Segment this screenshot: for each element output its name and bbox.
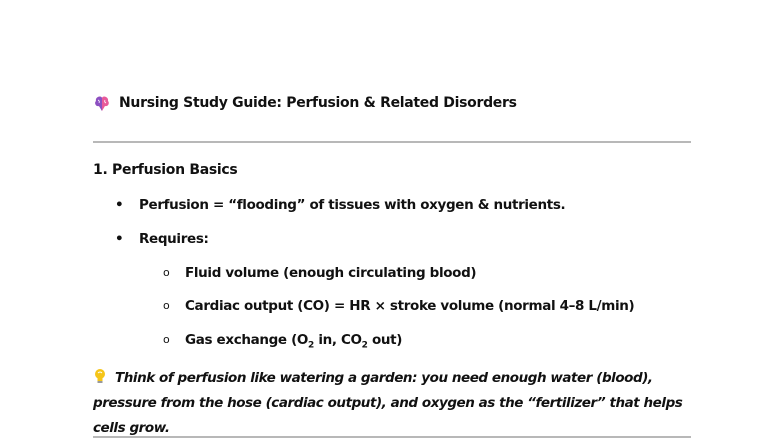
sub-bullet-item (163, 332, 403, 351)
sub-bullet-item (163, 298, 635, 314)
section-heading: 1. Perfusion Basics (93, 162, 238, 178)
sub-bullet-marker: o (163, 333, 170, 346)
page-title: Nursing Study Guide: Perfusion & Related Disorders (119, 95, 517, 111)
sub-bullet-text: Gas exchange ($O_2$ in, $CO_2$ out) (185, 332, 403, 351)
sub-bullet-text: Fluid volume (enough circulating blood) (185, 265, 477, 281)
bullet-marker: • (115, 197, 124, 213)
bullet-marker: • (115, 231, 124, 247)
divider (93, 141, 691, 143)
brain-icon (93, 94, 111, 112)
bullet-item (115, 197, 566, 213)
sub-bullet-item (163, 265, 477, 281)
sub-bullet-text: Cardiac output (CO) = HR × stroke volume (normal 4–8 L/min) (185, 298, 635, 314)
bullet-text: Perfusion = “flooding” of tissues with oxygen & nutrients. (139, 197, 566, 213)
sub-bullet-marker: o (163, 266, 170, 279)
bullet-item (115, 231, 209, 247)
doc-title-row (93, 94, 517, 112)
sub-bullet-marker: o (163, 299, 170, 312)
tip-text: Think of perfusion like watering a garden: you need enough water (blood), pressure from the hose (cardiac output), and oxygen as the “fertilizer” that helps cells grow. (93, 370, 683, 436)
lightbulb-icon (93, 368, 107, 384)
divider (93, 436, 691, 438)
bullet-text: Requires: (139, 231, 209, 247)
tip-callout (93, 366, 693, 441)
